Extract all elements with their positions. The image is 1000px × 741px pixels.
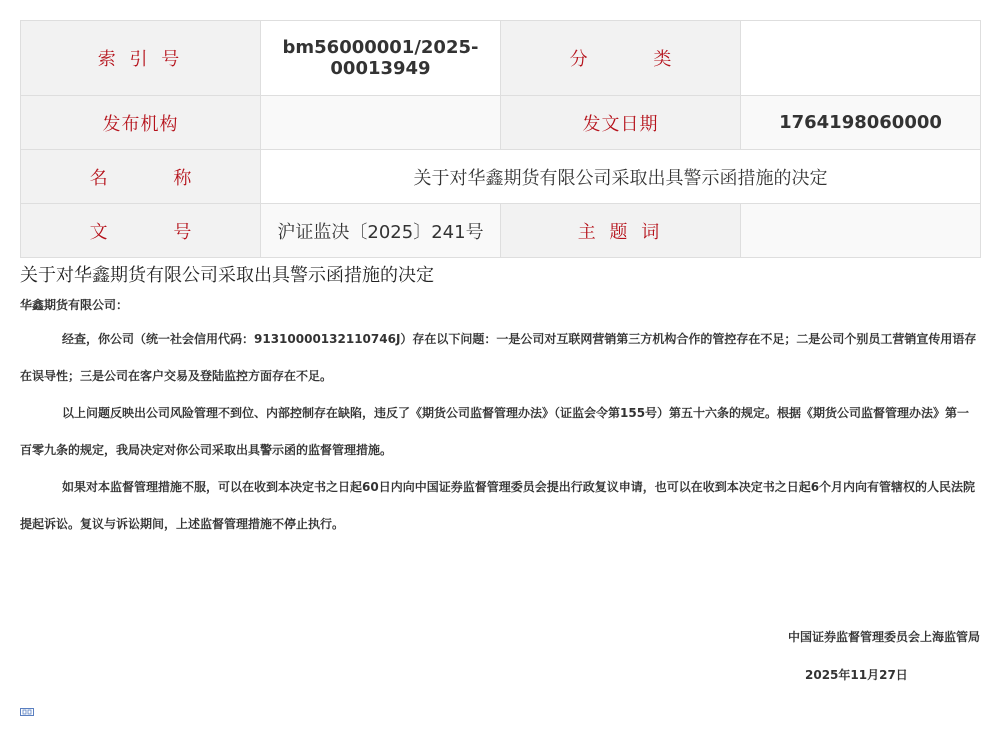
document-title: 关于对华鑫期货有限公司采取出具警示函措施的决定 (20, 265, 434, 286)
category-value (741, 21, 981, 96)
name-value: 关于对华鑫期货有限公司采取出具警示函措施的决定 (261, 150, 981, 204)
salutation: 华鑫期货有限公司： (20, 298, 129, 312)
publisher-label: 发布机构 (21, 96, 261, 150)
category-label: 分 类 (501, 21, 741, 96)
document-number-value: 沪证监决〔2025〕241号 (261, 204, 501, 258)
body-paragraph: 如果对本监督管理措施不服，可以在收到本决定书之日起60日内向中国证券监督管理委员会提出行政复议申请，也可以在收到本决定书之日起6个月内向有管辖权的人民法院提起诉讼。复议与诉讼期间，上述监督管理措施不停止执行。 (20, 480, 976, 531)
publisher-value (261, 96, 501, 150)
keywords-label: 主 题 词 (501, 204, 741, 258)
body-paragraph: 经查，你公司（统一社会信用代码：91310000132110746J）存在以下问题：一是公司对互联网营销第三方机构合作的管控存在不足；二是公司个别员工营销宣传用语存在误导性；三是公司在客户交易及登陆监控方面存在不足。 (20, 332, 977, 383)
document-number-label: 文 号 (21, 204, 261, 258)
body-paragraph: 以上问题反映出公司风险管理不到位、内部控制存在缺陷，违反了《期货公司监督管理办法》（证监会令第155号）第五十六条的规定。根据《期货公司监督管理办法》第一百零九条的规定，我局决定对你公司采取出具警示函的监督管理措施。 (20, 406, 970, 457)
metadata-row-name (21, 150, 981, 204)
metadata-row-publisher (21, 96, 981, 150)
issue-date-value: 1764198060000 (741, 96, 981, 150)
issue-date-label: 发文日期 (501, 96, 741, 150)
metadata-row-docno (21, 204, 981, 258)
index-number-label: 索 引 号 (21, 21, 261, 96)
metadata-row-index (21, 21, 981, 96)
keywords-value (741, 204, 981, 258)
signature-date: 2025年11月27日 (805, 668, 908, 682)
issuing-authority-signature: 中国证券监督管理委员会上海监管局 (787, 630, 980, 644)
index-number-value: bm56000001/2025-00013949 (261, 21, 501, 96)
document-body (20, 321, 980, 543)
name-label: 名 称 (21, 150, 261, 204)
attachment-icon[interactable] (20, 708, 34, 716)
document-metadata-table (20, 20, 981, 258)
